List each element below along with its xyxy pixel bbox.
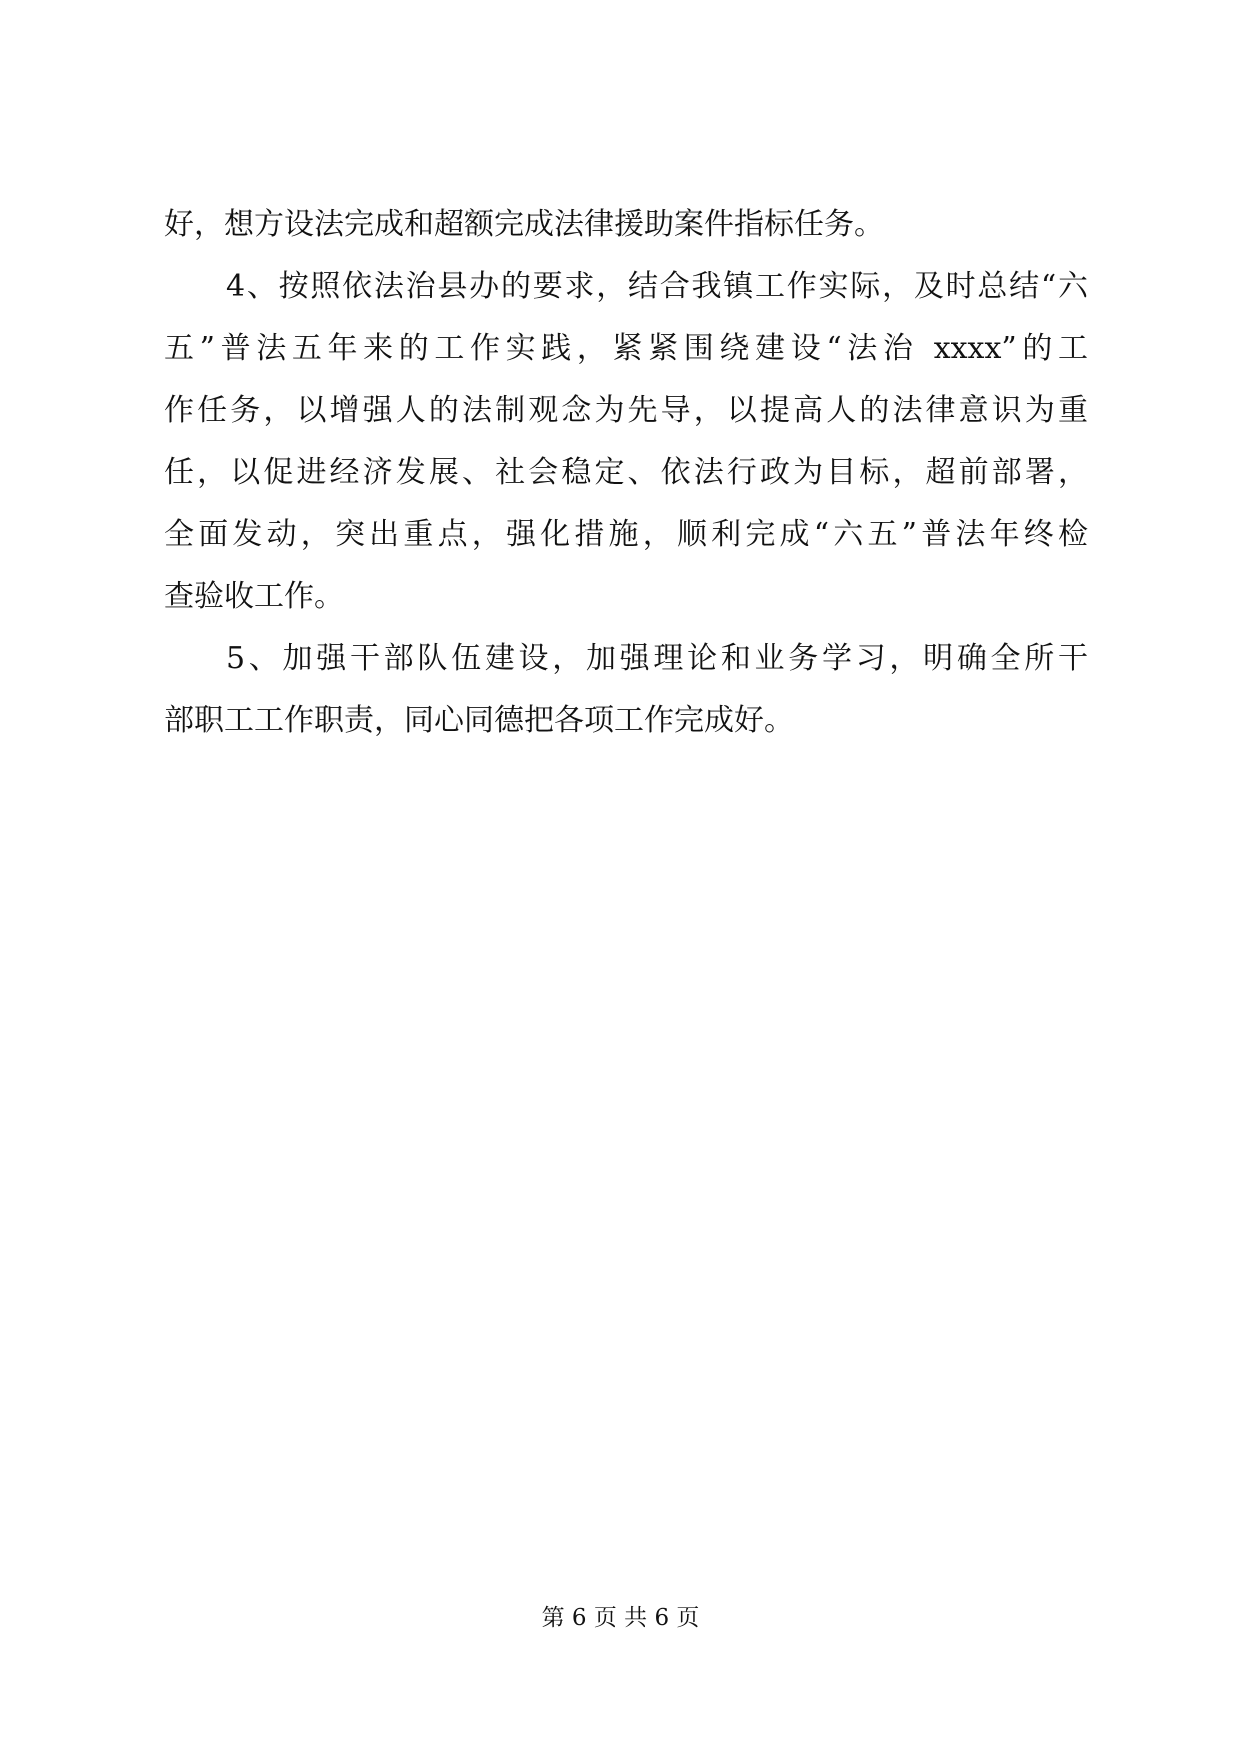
text-line-7: 查验收工作。	[164, 579, 344, 614]
text-line-2: 4、按照依法治县办的要求，结合我镇工作实际，及时总结“六	[226, 269, 1088, 304]
text-line-1: 好，想方设法完成和超额完成法律援助案件指标任务。	[164, 207, 884, 242]
text-line-5: 任，以促进经济发展、社会稳定、依法行政为目标，超前部署，	[164, 455, 1088, 490]
page-footer: 第 6 页 共 6 页	[541, 1605, 700, 1631]
text-line-4: 作任务，以增强人的法制观念为先导，以提高人的法律意识为重	[164, 393, 1088, 428]
text-line-8: 5、加强干部队伍建设，加强理论和业务学习，明确全所干	[226, 641, 1088, 676]
text-line-9: 部职工工作职责，同心同德把各项工作完成好。	[164, 703, 794, 738]
text-line-6: 全面发动，突出重点，强化措施，顺利完成“六五”普法年终检	[164, 517, 1088, 552]
text-line-3: 五”普法五年来的工作实践，紧紧围绕建设“法治 xxxx”的工	[164, 331, 1088, 366]
